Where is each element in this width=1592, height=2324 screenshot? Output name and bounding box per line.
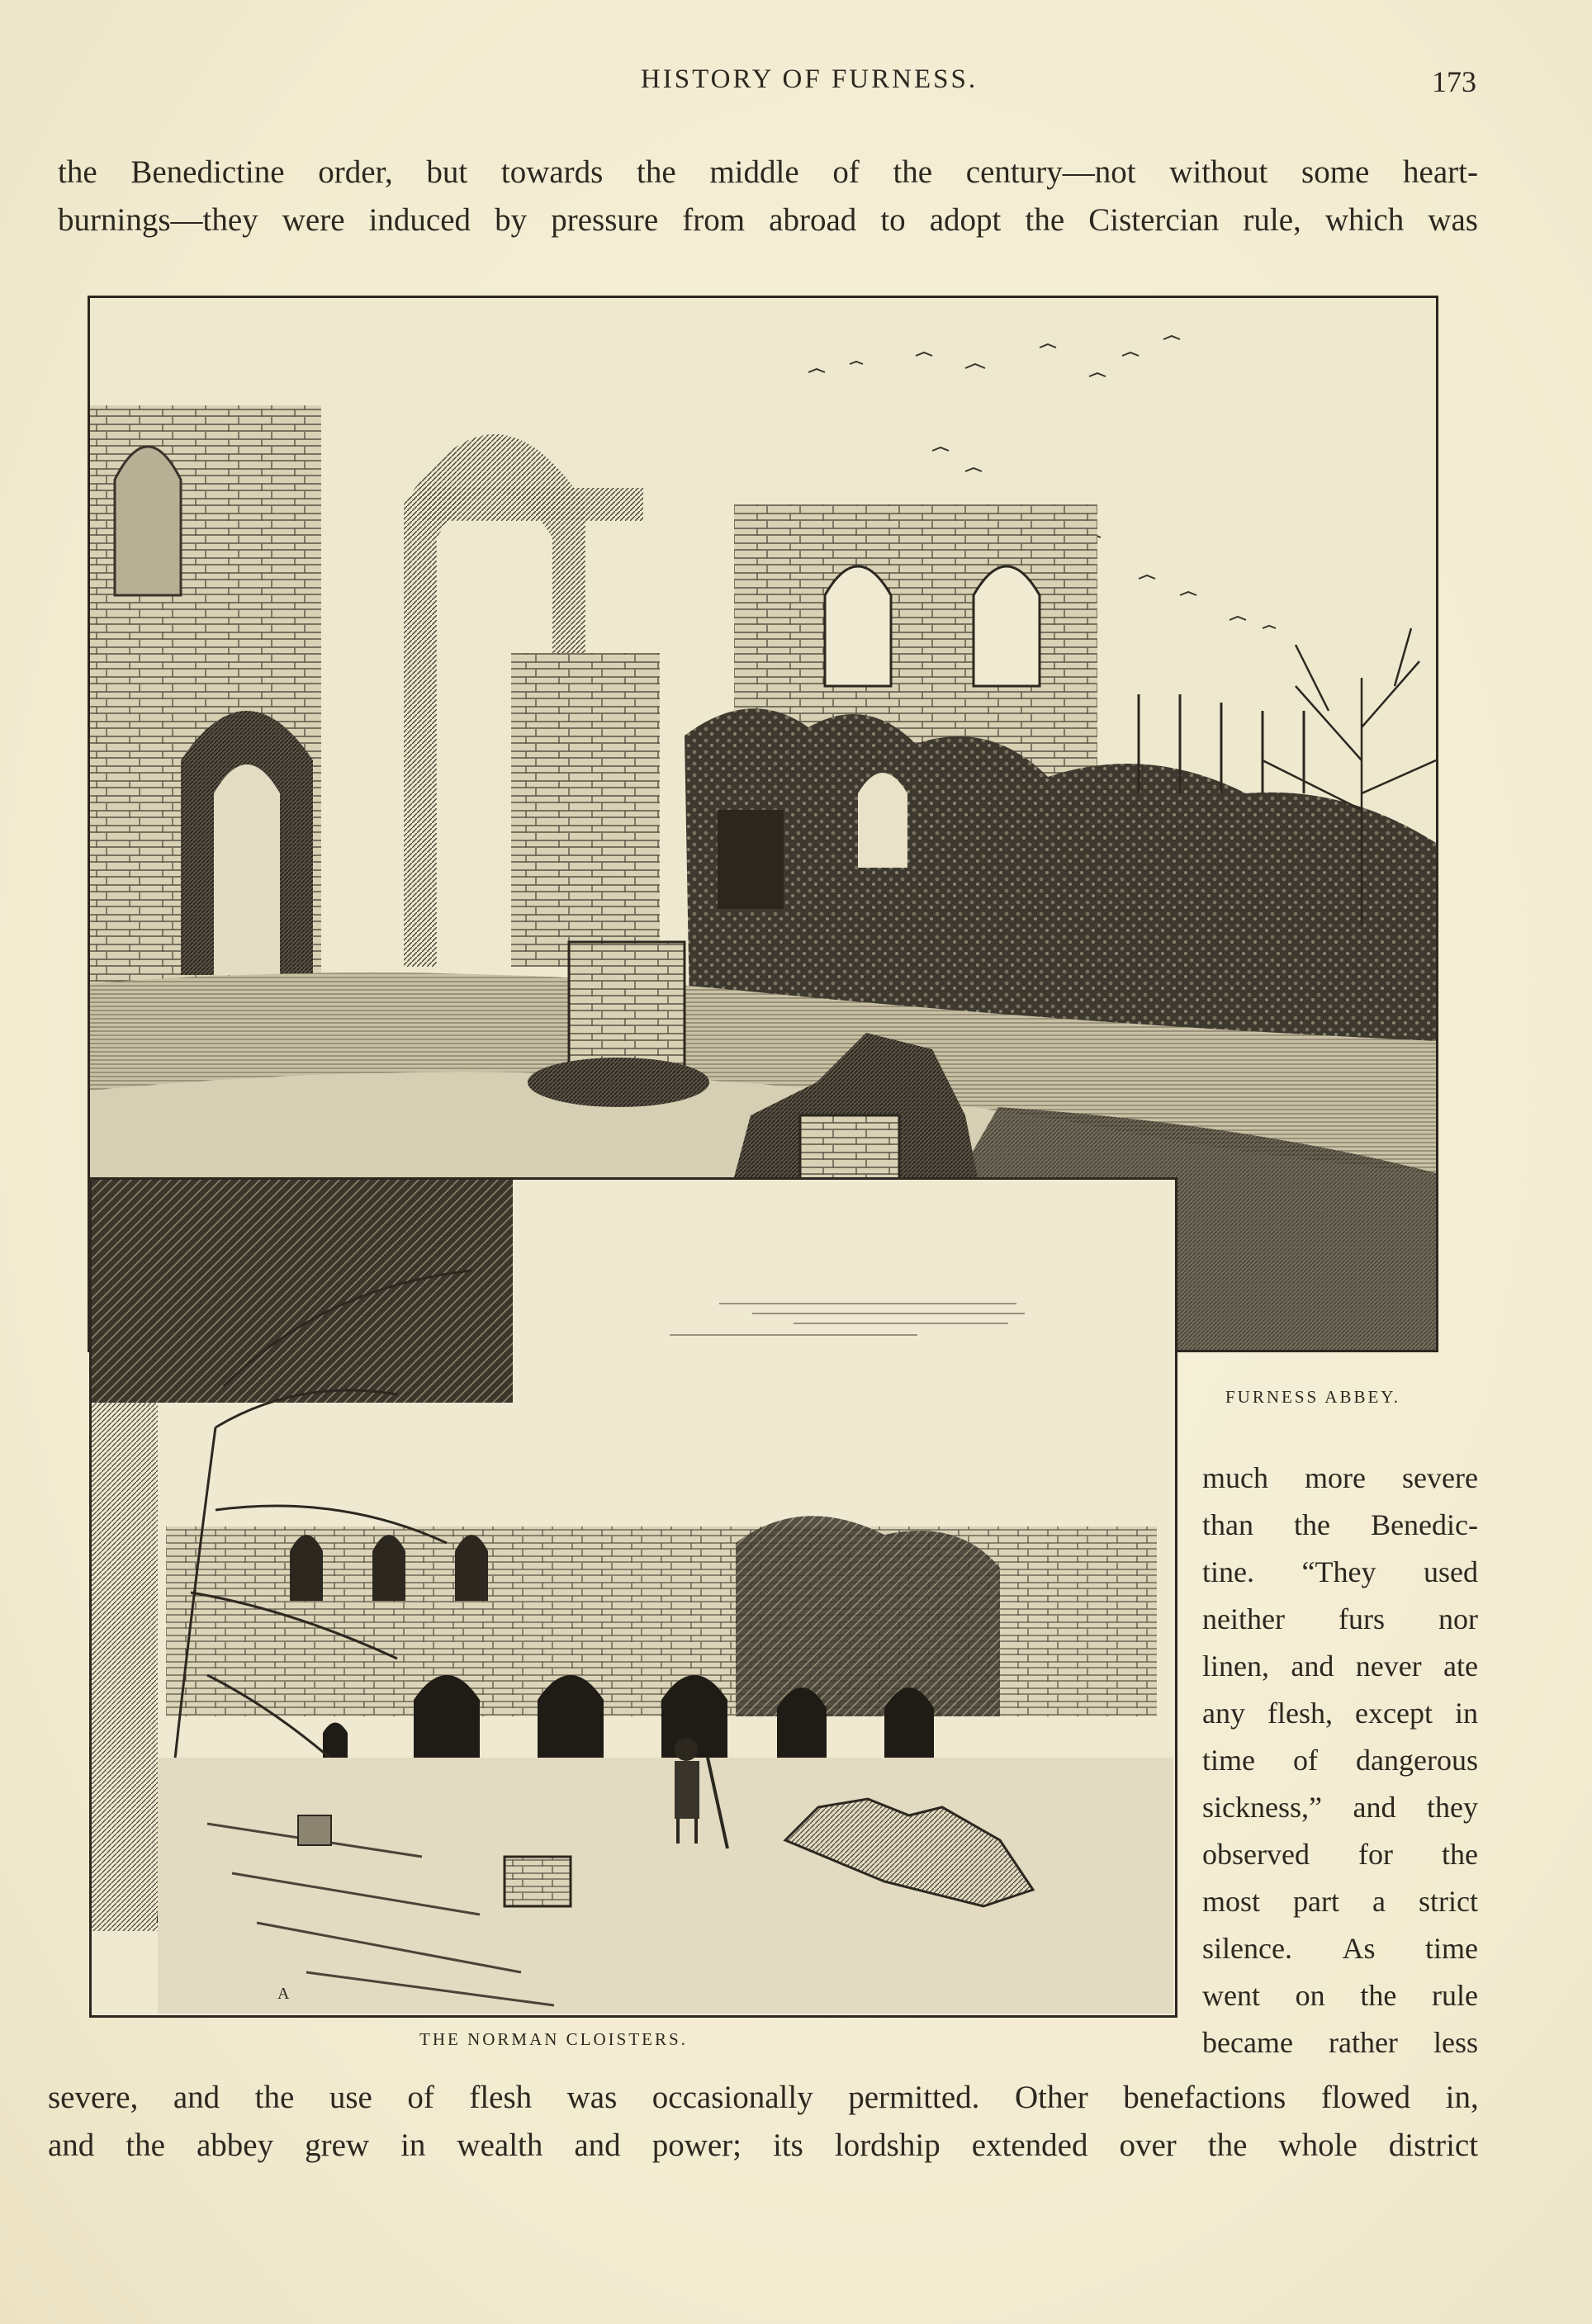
running-head-title: HISTORY OF FURNESS.	[640, 64, 978, 94]
text-line: became rather less	[1202, 2026, 1478, 2059]
text-line: tine. “They used	[1202, 1555, 1478, 1588]
text-line: burnings—they were induced by pressure from abroad to adopt the Cistercian rule, which was	[58, 202, 1478, 238]
plate-mark: A	[277, 1985, 290, 2003]
figure-caption-furness-abbey: FURNESS ABBEY.	[1225, 1387, 1401, 1407]
figure-caption-norman-cloisters: THE NORMAN CLOISTERS.	[419, 2029, 688, 2049]
running-head	[0, 64, 1592, 106]
text-line: silence. As time	[1202, 1932, 1478, 1965]
text-line: any flesh, except in	[1202, 1697, 1479, 1730]
text-line: time of dangerous	[1202, 1744, 1479, 1777]
text-line: went on the rule	[1202, 1979, 1478, 2012]
page-number: 173	[1432, 65, 1476, 98]
text-line: much more severe	[1202, 1461, 1478, 1494]
norman-cloisters-engraving	[89, 1177, 1177, 2018]
text-line: the Benedictine order, but towards the middle of the century—not without some heart-	[58, 154, 1478, 190]
text-line: most part a strict	[1202, 1885, 1478, 1918]
text-line: linen, and never ate	[1202, 1650, 1479, 1683]
cloisters-illustration	[92, 1180, 1175, 2015]
text-line: sickness,” and they	[1202, 1791, 1478, 1824]
top-paragraph	[58, 149, 1478, 244]
right-column-text	[1202, 1455, 1478, 2066]
bottom-paragraph	[48, 2074, 1478, 2170]
text-line: observed for the	[1202, 1838, 1478, 1871]
text-line: severe, and the use of flesh was occasionally permitted. Other benefactions flowed in,	[48, 2080, 1479, 2115]
text-line: neither furs nor	[1202, 1602, 1479, 1635]
text-line: and the abbey grew in wealth and power; its lordship extended over the whole district	[48, 2128, 1479, 2163]
text-line: than the Benedic-	[1202, 1508, 1478, 1541]
